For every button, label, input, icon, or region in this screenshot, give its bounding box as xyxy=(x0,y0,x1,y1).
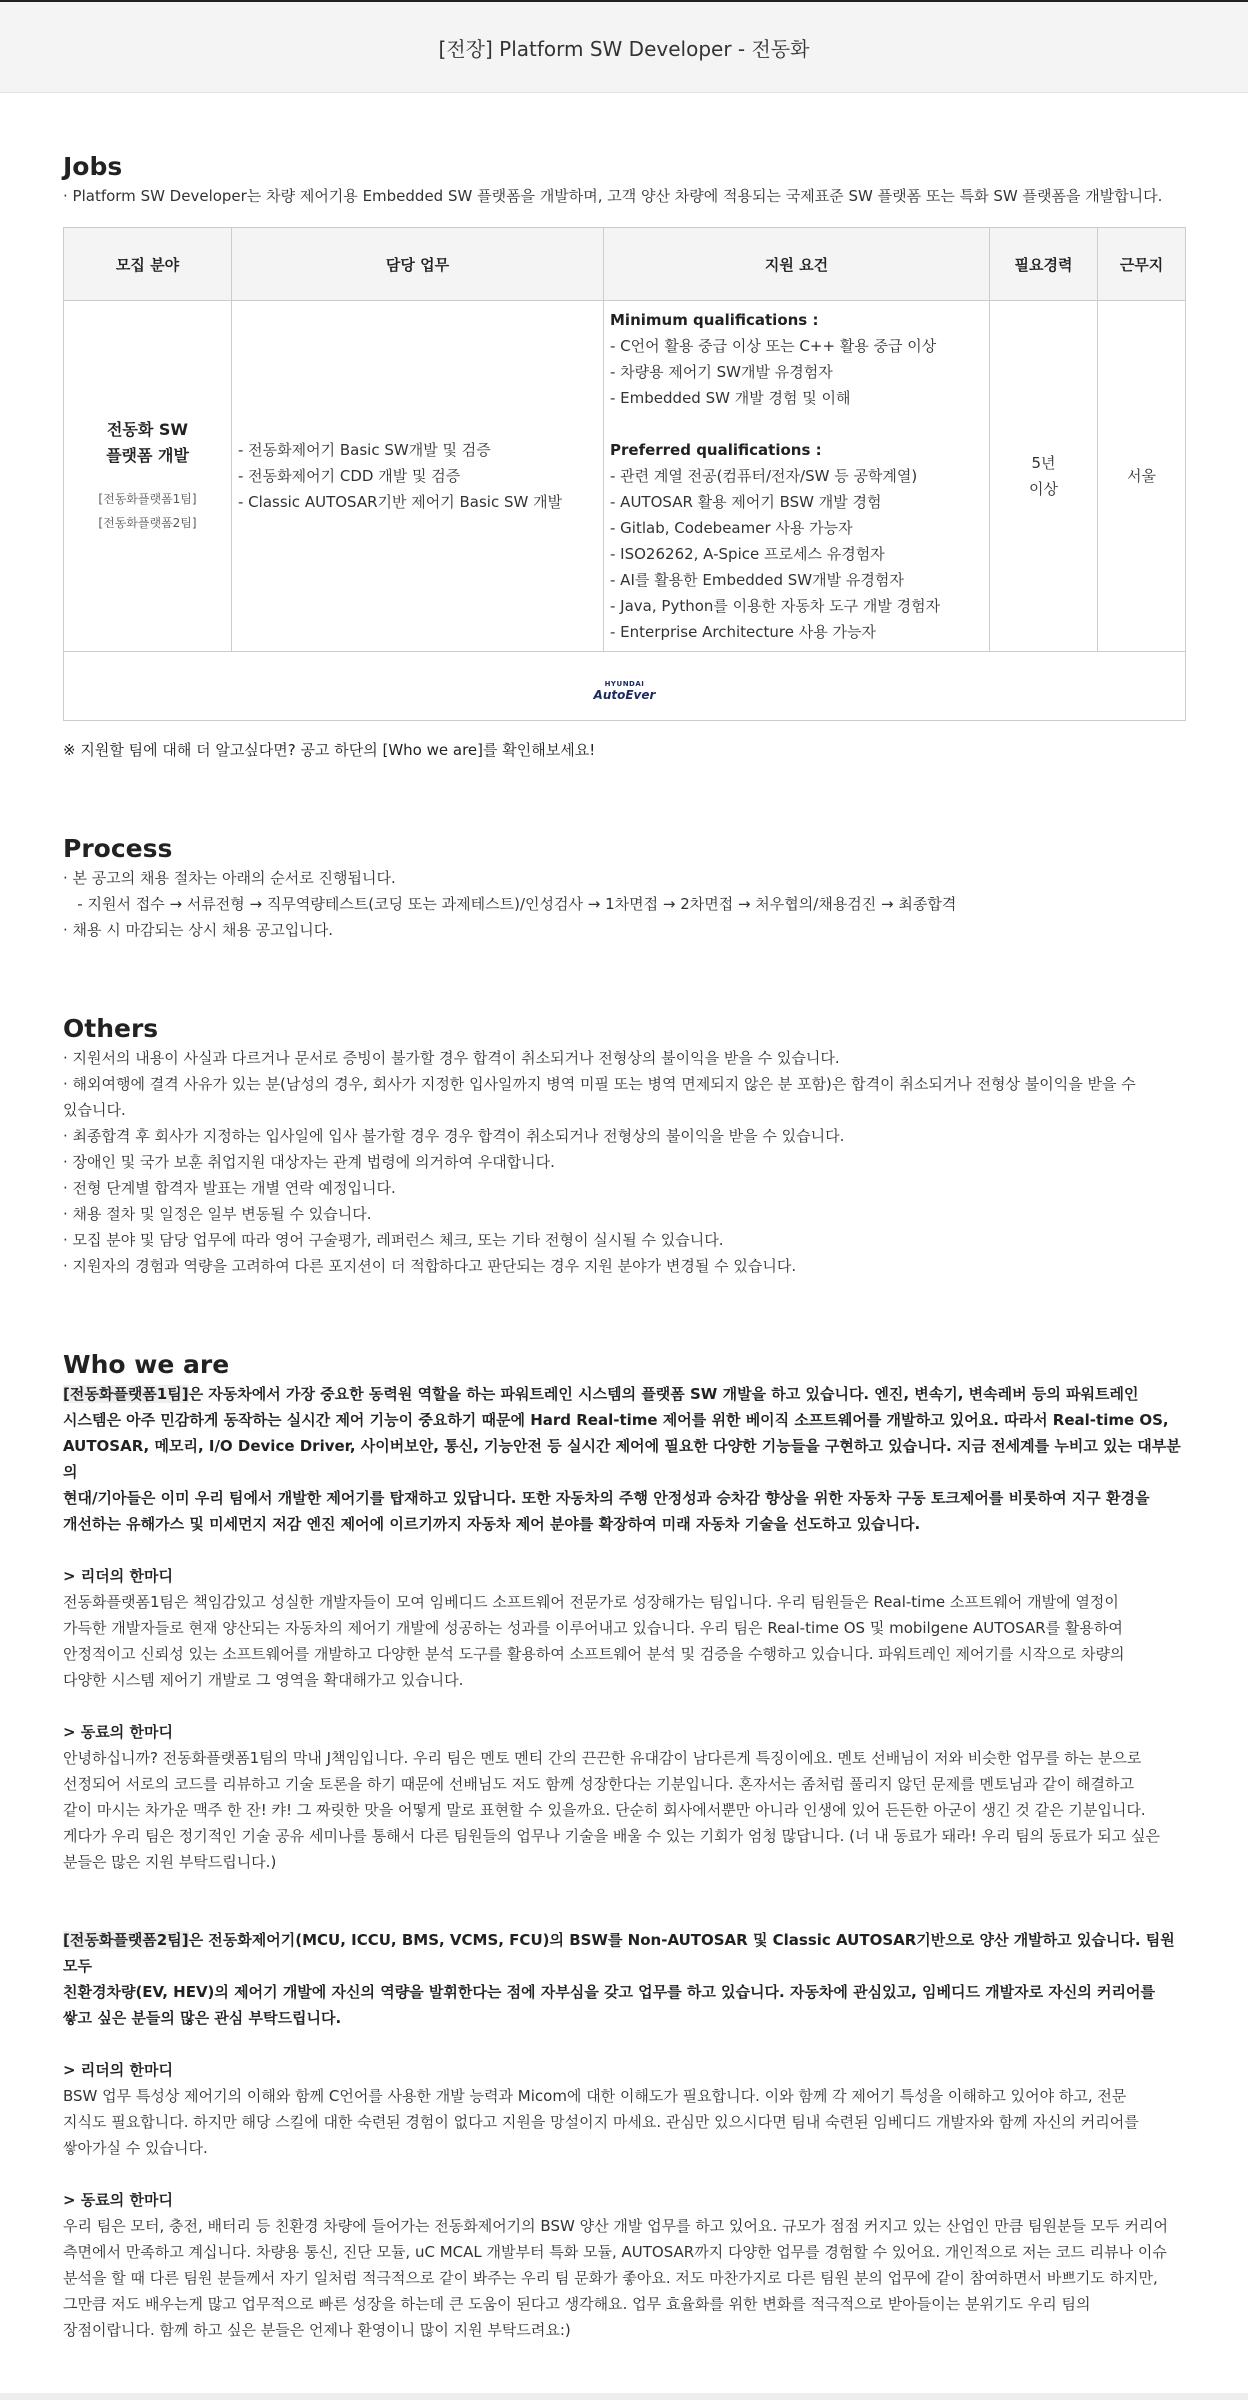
header-field: 모집 분야 xyxy=(64,228,232,301)
process-line: · 채용 시 마감되는 상시 채용 공고입니다. xyxy=(63,921,333,939)
team2-leader-title: > 리더의 한마디 xyxy=(63,2061,173,2079)
team1-intro-line: 시스템은 아주 민감하게 동작하는 실시간 제어 기능이 중요하기 때문에 Hard Real-time 제어를 위한 베이직 소프트웨어를 개발하고 있어요. 따라서 Real-time OS, xyxy=(63,1411,1169,1429)
team2-leader-line: BSW 업무 특성상 제어기의 이해와 함께 C언어를 사용한 개발 능력과 Micom에 대한 이해도가 필요합니다. 이와 함께 각 제어기 특성을 이해하고 있어야 하고, 전문 xyxy=(63,2087,1127,2105)
team1-intro-line: 현대/기아들은 이미 우리 팀에서 개발한 제어기를 탑재하고 있답니다. 또한 자동차의 주행 안정성과 승차감 향상을 위한 자동차 구동 토크제어를 비롯하여 지구 환경을 xyxy=(63,1489,1150,1507)
header-duty: 담당 업무 xyxy=(232,228,604,301)
duty-item: - Classic AUTOSAR기반 제어기 Basic SW 개발 xyxy=(238,493,563,511)
team2-colleague-line: 장점이랍니다. 함께 하고 싶은 분들은 언제나 환영이니 많이 지원 부탁드려요:) xyxy=(63,2321,571,2339)
main-content xyxy=(0,93,1248,2343)
team2-colleague-line: 분석을 할 때 다른 팀원 분들께서 자기 일처럼 적극적으로 같이 봐주는 우리 팀 문화가 좋아요. 저도 마찬가지로 다른 팀원 분의 업무에 같이 참여하면서 바쁘기도 하지만, xyxy=(63,2269,1158,2287)
others-line: · 채용 절차 및 일정은 일부 변동될 수 있습니다. xyxy=(63,1205,372,1223)
cell-field xyxy=(64,301,232,652)
career-line2: 이상 xyxy=(1029,480,1058,498)
logo-row xyxy=(64,652,1186,721)
others-line: · 지원서의 내용이 사실과 다르거나 문서로 증빙이 불가할 경우 합격이 취소되거나 전형상의 불이익을 받을 수 있습니다. xyxy=(63,1049,840,1067)
jobs-heading: Jobs xyxy=(63,152,123,181)
team1-tag: [전동화플랫폼1팀] xyxy=(63,1385,189,1403)
pref-qual-item: - ISO26262, A-Spice 프로세스 유경험자 xyxy=(610,545,885,563)
others-line: · 모집 분야 및 담당 업무에 따라 영어 구술평가, 레퍼런스 체크, 또는 기타 전형이 실시될 수 있습니다. xyxy=(63,1231,724,1249)
process-section xyxy=(63,833,1185,943)
team2-colleague-line: 우리 팀은 모터, 충전, 배터리 등 친환경 차량에 들어가는 전동화제어기의 BSW 양산 개발 업무를 하고 있어요. 규모가 점점 커지고 있는 산업인 만큼 팀원분들 모두 커리어 xyxy=(63,2217,1168,2235)
team1-leader-line: 안정적이고 신뢰성 있는 소프트웨어를 개발하고 다양한 분석 도구를 활용하여 소프트웨어 분석 및 검증을 수행하고 있습니다. 파워트레인 제어기를 시작으로 차량의 xyxy=(63,1645,1125,1663)
field-team2: [전동화플랫폼2팀] xyxy=(98,516,197,530)
team2-colleague-line: 그만큼 저도 배우는게 많고 업무적으로 빠른 성장을 하는데 큰 도움이 된다고 생각해요. 업무 효율화를 위한 변화를 적극적으로 받아들이는 분위기도 우리 팀의 xyxy=(63,2295,1091,2313)
page-title: [전장] Platform SW Developer - 전동화 xyxy=(438,36,810,61)
others-line: · 지원자의 경험과 역량을 고려하여 다른 포지션이 더 적합하다고 판단되는 경우 지원 분야가 변경될 수 있습니다. xyxy=(63,1257,797,1275)
logo-cell xyxy=(64,652,1186,721)
who-section xyxy=(63,1349,1185,2343)
process-heading: Process xyxy=(63,834,173,863)
min-qual-title: Minimum qualifications : xyxy=(610,311,819,329)
field-name-line2: 플랫폼 개발 xyxy=(106,446,189,465)
jobs-intro: · Platform SW Developer는 차량 제어기용 Embedded SW 플랫폼을 개발하며, 고객 양산 차량에 적용되는 국제표준 SW 플랫폼 또는 특화 SW 플랫폼을 개발합니다. xyxy=(63,187,1163,205)
jobs-table-header-row xyxy=(64,228,1186,301)
others-section xyxy=(63,1013,1185,1279)
page-header xyxy=(0,2,1248,93)
min-qual-item: - C언어 활용 중급 이상 또는 C++ 활용 중급 이상 xyxy=(610,337,937,355)
process-steps: - 지원서 접수 → 서류전형 → 직무역량테스트(코딩 또는 과제테스트)/인성검사 → 1차면접 → 2차면접 → 처우협의/채용검진 → 최종합격 xyxy=(63,895,957,913)
team1-leader-title: > 리더의 한마디 xyxy=(63,1567,173,1585)
others-line: · 최종합격 후 회사가 지정하는 입사일에 입사 불가할 경우 경우 합격이 취소되거나 전형상의 불이익을 받을 수 있습니다. xyxy=(63,1127,845,1145)
team2-intro-first: 은 전동화제어기(MCU, ICCU, BMS, VCMS, FCU)의 BSW를 Non-AUTOSAR 및 Classic AUTOSAR기반으로 양산 개발하고 있습니다. 팀원 모두 xyxy=(63,1931,1175,1975)
pref-qual-item: - Gitlab, Codebeamer 사용 가능자 xyxy=(610,519,853,537)
pref-qual-item: - AUTOSAR 활용 제어기 BSW 개발 경험 xyxy=(610,493,882,511)
team2-leader-line: 지식도 필요합니다. 하지만 해당 스킬에 대한 숙련된 경험이 없다고 지원을 망설이지 마세요. 관심만 있으시다면 팀내 숙련된 임베디드 개발자와 함께 자신의 커리어를 xyxy=(63,2113,1139,2131)
process-line: · 본 공고의 채용 절차는 아래의 순서로 진행됩니다. xyxy=(63,869,396,887)
team1-intro-line xyxy=(63,1381,1185,1407)
pref-qual-item: - 관련 계열 전공(컴퓨터/전자/SW 등 공학계열) xyxy=(610,467,918,485)
logo-main-text: AutoEver xyxy=(593,687,656,702)
footer-bar xyxy=(0,2393,1248,2400)
others-line: · 해외여행에 결격 사유가 있는 분(남성의 경우, 회사가 지정한 입사일까지 병역 미필 또는 병역 면제되지 않은 분 포함)은 합격이 취소되거나 전형상 불이익을 받을 수 xyxy=(63,1075,1136,1093)
cell-location: 서울 xyxy=(1098,301,1186,652)
team1-colleague-line: 분들은 많은 지원 부탁드립니다.) xyxy=(63,1853,277,1871)
field-name-line1: 전동화 SW xyxy=(106,420,189,439)
team2-colleague-line: 측면에서 만족하고 계십니다. 차량용 통신, 진단 모듈, uC MCAL 개발부터 특화 모듈, AUTOSAR까지 다양한 업무를 경험할 수 있어요. 개인적으로 저는 코드 리뷰나 이슈 xyxy=(63,2243,1167,2261)
field-team1: [전동화플랫폼1팀] xyxy=(98,492,197,506)
header-career: 필요경력 xyxy=(990,228,1098,301)
min-qual-item: - Embedded SW 개발 경험 및 이해 xyxy=(610,389,851,407)
team2-intro-line: 친환경차량(EV, HEV)의 제어기 개발에 자신의 역량을 발휘한다는 점에 자부심을 갖고 업무를 하고 있습니다. 자동차에 관심있고, 임베디드 개발자로 자신의 커리어를 xyxy=(63,1983,1156,2001)
pref-qual-title: Preferred qualifications : xyxy=(610,441,822,459)
cell-duty xyxy=(232,301,604,652)
header-requirements: 지원 요건 xyxy=(604,228,990,301)
team1-intro-line: 개선하는 유해가스 및 미세먼지 저감 엔진 제어에 이르기까지 자동차 제어 분야를 확장하여 미래 자동차 기술을 선도하고 있습니다. xyxy=(63,1515,921,1533)
pref-qual-item: - Enterprise Architecture 사용 가능자 xyxy=(610,623,876,641)
others-line: 있습니다. xyxy=(63,1101,126,1119)
header-location: 근무지 xyxy=(1098,228,1186,301)
duty-item: - 전동화제어기 Basic SW개발 및 검증 xyxy=(238,441,491,459)
team1-leader-line: 다양한 시스템 제어기 개발로 그 영역을 확대해가고 있습니다. xyxy=(63,1671,464,1689)
cell-career xyxy=(990,301,1098,652)
jobs-section xyxy=(63,151,1185,763)
team2-tag: [전동화플랫폼2팀] xyxy=(63,1931,189,1949)
team2-colleague-title: > 동료의 한마디 xyxy=(63,2191,173,2209)
team2-intro-line: 쌓고 싶은 분들의 많은 관심 부탁드립니다. xyxy=(63,2009,342,2027)
pref-qual-item: - AI를 활용한 Embedded SW개발 유경험자 xyxy=(610,571,904,589)
team1-colleague-line: 같이 마시는 차가운 맥주 한 잔! 캬! 그 짜릿한 맛을 어떻게 말로 표현할 수 있을까요. 단순히 회사에서뿐만 아니라 인생에 있어 든든한 아군이 생긴 것 같은 기분입니다. xyxy=(63,1801,1146,1819)
hyundai-autoever-logo xyxy=(594,681,656,701)
career-line1: 5년 xyxy=(1031,454,1056,472)
team2-intro-line xyxy=(63,1927,1185,1979)
team1-colleague-line: 안녕하십니까? 전동화플랫폼1팀의 막내 J책임입니다. 우리 팀은 멘토 멘티 간의 끈끈한 유대감이 남다른게 특징이에요. 멘토 선배님이 저와 비슷한 업무를 하는 분으로 xyxy=(63,1749,1142,1767)
min-qual-item: - 차량용 제어기 SW개발 유경험자 xyxy=(610,363,833,381)
team1-colleague-line: 선정되어 서로의 코드를 리뷰하고 기술 토론을 하기 때문에 선배님도 저도 함께 성장한다는 기분입니다. 혼자서는 좀처럼 풀리지 않던 문제를 멘토님과 같이 해결하고 xyxy=(63,1775,1134,1793)
logo-top-text: HYUNDAI xyxy=(604,679,645,688)
team1-colleague-title: > 동료의 한마디 xyxy=(63,1723,173,1741)
jobs-table xyxy=(63,227,1186,721)
who-heading: Who we are xyxy=(63,1350,230,1379)
others-line: · 전형 단계별 합격자 발표는 개별 연락 예정입니다. xyxy=(63,1179,396,1197)
team1-intro-line: AUTOSAR, 메모리, I/O Device Driver, 사이버보안, 통신, 기능안전 등 실시간 제어에 필요한 다양한 기능들을 구현하고 있습니다. 지금 전세계를 누비고 있는 대부분의 xyxy=(63,1437,1181,1481)
jobs-table-row xyxy=(64,301,1186,652)
team1-leader-line: 전동화플랫폼1팀은 책임감있고 성실한 개발자들이 모여 임베디드 소프트웨어 전문가로 성장해가는 팀입니다. 우리 팀원들은 Real-time 소프트웨어 개발에 열정이 xyxy=(63,1593,1119,1611)
team1-intro-first: 은 자동차에서 가장 중요한 동력원 역할을 하는 파워트레인 시스템의 플랫폼 SW 개발을 하고 있습니다. 엔진, 변속기, 변속레버 등의 파워트레인 xyxy=(188,1385,1139,1403)
others-line: · 장애인 및 국가 보훈 취업지원 대상자는 관계 법령에 의거하여 우대합니다. xyxy=(63,1153,555,1171)
team1-leader-line: 가득한 개발자들로 현재 양산되는 자동차의 제어기 개발에 성공하는 성과를 이루어내고 있습니다. 우리 팀은 Real-time OS 및 mobilgene AUTOSAR를 활용하여 xyxy=(63,1619,1123,1637)
team2-leader-line: 쌓아가실 수 있습니다. xyxy=(63,2139,208,2157)
others-heading: Others xyxy=(63,1014,159,1043)
pref-qual-item: - Java, Python를 이용한 자동차 도구 개발 경험자 xyxy=(610,597,941,615)
duty-item: - 전동화제어기 CDD 개발 및 검증 xyxy=(238,467,461,485)
team1-colleague-line: 게다가 우리 팀은 정기적인 기술 공유 세미나를 통해서 다른 팀원들의 업무나 기술을 배울 수 있는 기회가 엄청 많답니다. (너 내 동료가 돼라! 우리 팀의 동료가 되고 싶은 xyxy=(63,1827,1160,1845)
cell-requirements xyxy=(604,301,990,652)
team-info-note: ※ 지원할 팀에 대해 더 알고싶다면? 공고 하단의 [Who we are]를 확인해보세요! xyxy=(63,741,596,759)
